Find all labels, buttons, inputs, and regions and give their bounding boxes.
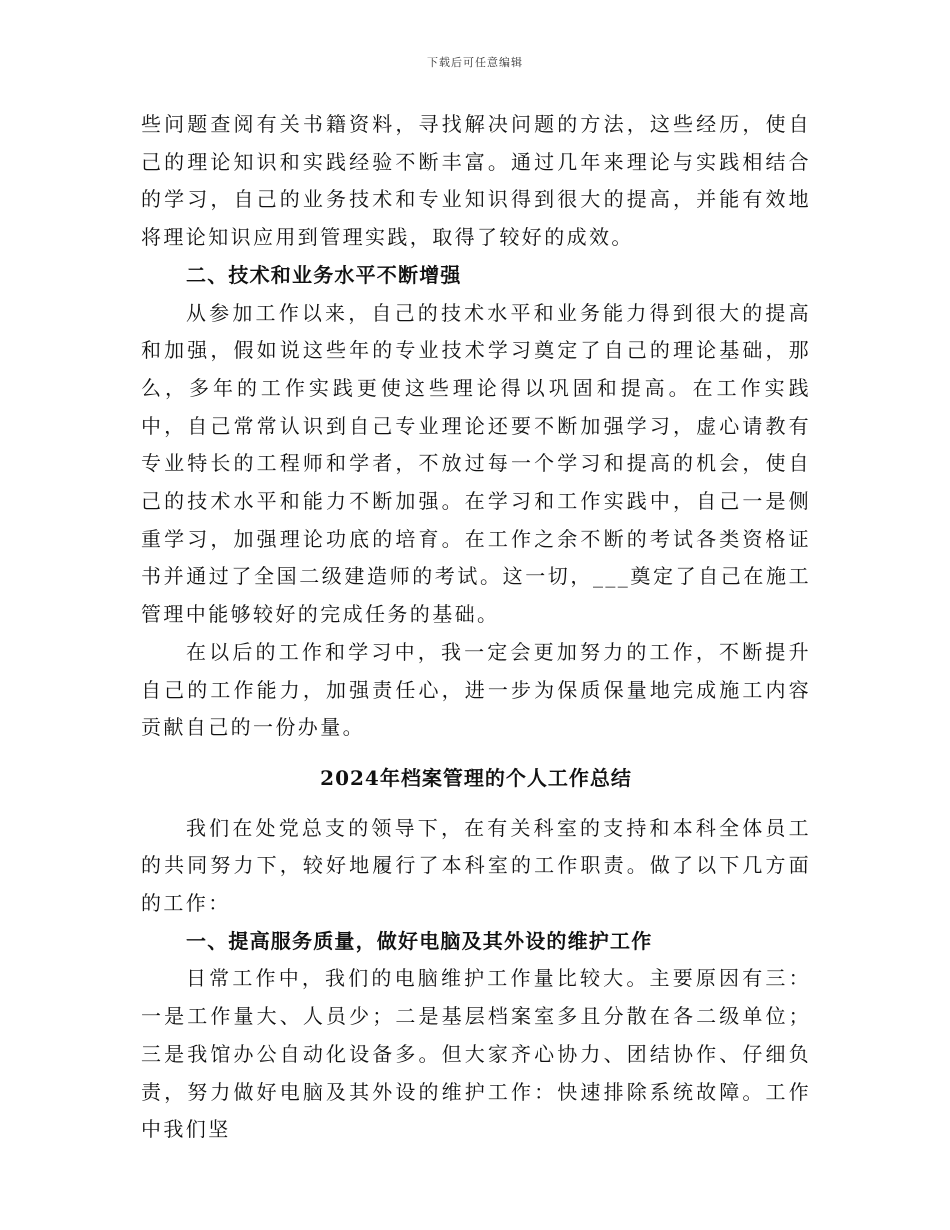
section-heading-tech: 二、技术和业务水平不断增强 [186, 262, 462, 287]
paragraph-future-plan: 在以后的工作和学习中，我一定会更加努力的工作，不断提升自己的工作能力，加强责任心，进一步为保质保量地完成施工内容贡献自己的一份办量。 [141, 639, 811, 740]
paragraph-tech-growth: 从参加工作以来，自己的技术水平和业务能力得到很大的提高和加强，假如说这些年的专业技术学习奠定了自己的理论基础，那么，多年的工作实践更使这些理论得以巩固和提高。在工作实践中，自己常常认识到自己专业理论还要不断加强学习，虚心请教有专业特长的工程师和学者，不放过每一个学习和提高的机会，使自己的技术水平和能力不断加强。在学习和工作实践中，自己一是侧重学习，加强理论功底的培育。在工作之余不断的考试各类资格证书并通过了全国二级建造师的考试。这一切，___奠定了自己在施工管理中能够较好的完成任务的基础。 [141, 300, 811, 627]
page-header-note: 下载后可任意编辑 [427, 56, 523, 69]
document-title: 2024年档案管理的个人工作总结 [320, 765, 632, 790]
paragraph-maintenance: 日常工作中，我们的电脑维护工作量比较大。主要原因有三：一是工作量大、人员少；二是基层档案室多且分散在各二级单位；三是我馆办公自动化设备多。但大家齐心协力、团结协作、仔细负责，努力做好电脑及其外设的维护工作：快速排除系统故障。工作中我们坚 [141, 966, 811, 1142]
section-heading-service: 一、提高服务质量，做好电脑及其外设的维护工作 [186, 928, 653, 953]
paragraph-intro: 我们在处党总支的领导下，在有关科室的支持和本科全体员工的共同努力下，较好地履行了本科室的工作职责。做了以下几方面的工作： [141, 815, 811, 916]
document-body [141, 106, 811, 1149]
continuation-paragraph: 些问题查阅有关书籍资料，寻找解决问题的方法，这些经历，使自己的理论知识和实践经验不断丰富。通过几年来理论与实践相结合的学习，自己的业务技术和专业知识得到很大的提高，并能有效地将理论知识应用到管理实践，取得了较好的成效。 [141, 112, 811, 250]
